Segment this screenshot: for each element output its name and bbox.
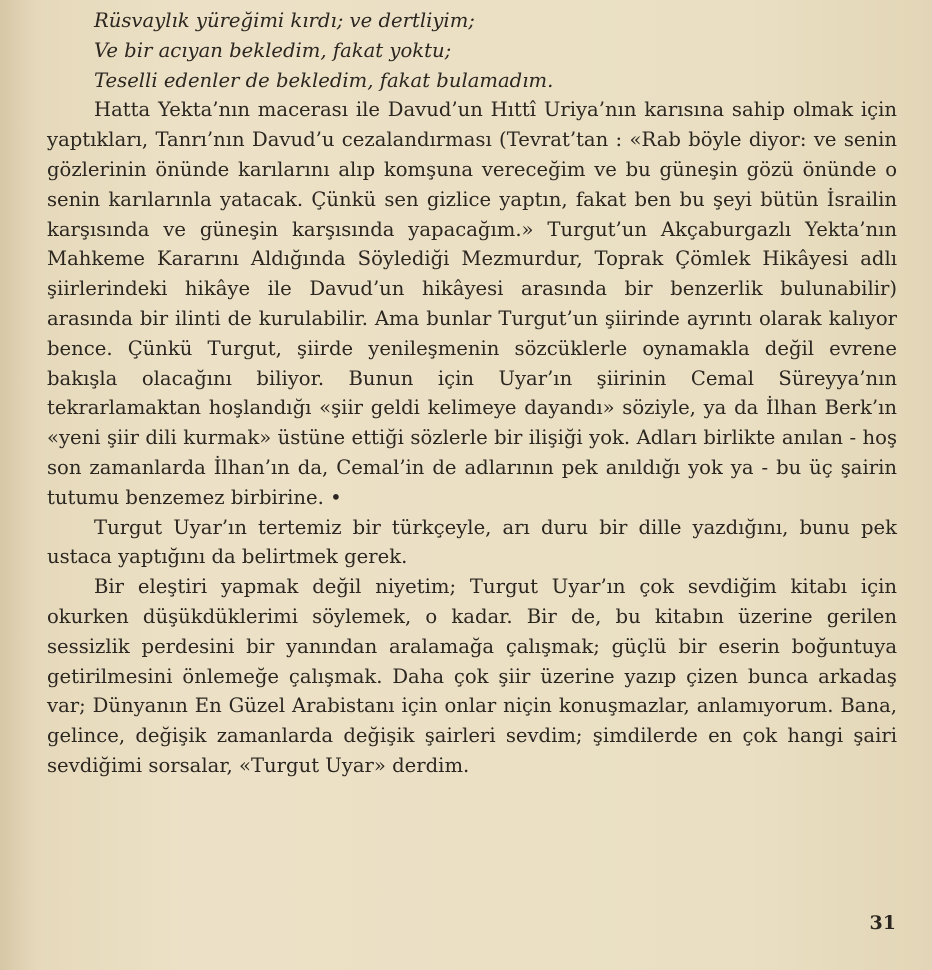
poem-line: Rüsvaylık yüreğimi kırdı; ve dertliyim;	[94, 9, 475, 32]
paragraph: Turgut Uyar’ın tertemiz bir türkçeyle, arı duru bir dille yazdığını, bunu pek ustaca yaptığını da belirtmek gerek.	[47, 515, 897, 569]
paragraph: Bir eleştiri yapmak değil niyetim; Turgut Uyar’ın çok sevdiğim kitabı için okurken düşükdüklerimi söylemek, o kadar. Bir de, bu kitabın üzerine gerilen sessizlik perdesini bir yanından aralamağa çalışmak; güçlü bir eserin boğuntuya getirilmesini önlemeğe çalışmak. Daha çok şiir üzerine yazıp çizen bunca arkadaş var; Dünyanın En Güzel Arabistanı için onlar niçin konuşmazlar, anlamıyorum. Bana, gelince, değişik zamanlarda değişik şairleri sevdim; şimdilerde en çok hangi şairi sevdiğimi sorsalar, «Turgut Uyar» derdim.	[47, 575, 897, 777]
poem-line: Ve bir acıyan bekledim, fakat yoktu;	[94, 38, 452, 62]
paragraph: Hatta Yekta’nın macerası ile Davud’un Hıttî Uriya’nın karısına sahip olmak için yaptıkları, Tanrı’nın Davud’u cezalandırması (Tevrat’tan : «Rab böyle diyor: ve senin gözlerinin önünde karılarını alıp komşuna vereceğim ve bu güneşin gözü önünde o senin karılarınla yatacak. Çünkü sen gizlice yaptın, fakat ben bu şeyi bütün İsrailin karşısında ve güneşin karşısında yapacağım.» Turgut’un Akçaburgazlı Yekta’nın Mahkeme Kararını Aldığında Söylediği Mezmurdur, Toprak Çömlek Hikâyesi adlı şiirlerindeki hikâye ile Davud’un hikâyesi arasında bir benzerlik bulunabilir) arasında bir ilinti de kurulabilir. Ama bunlar Turgut’un şiirinde ayrıntı olarak kalıyor bence. Çünkü Turgut, şiirde yenileşmenin sözcüklerle oynamakla değil evrene bakışla olacağını biliyor. Bunun için Uyar’ın şiirinin Cemal Süreyya’nın tekrarlamaktan hoşlandığı «şiir geldi kelimeye dayandı» söziyle, ya da İlhan Berk’ın «yeni şiir dili kurmak» üstüne ettiği sözlerle bir ilişiği yok. Adları birlikte anılan - hoş son zamanlarda İlhan’ın da, Cemal’in de adlarının pek anıldığı yok ya - bu üç şairin tutumu benzemez birbirine. •	[47, 98, 897, 509]
page-body	[47, 6, 897, 781]
poem-line: Teselli edenler de bekledim, fakat bulamadım.	[94, 68, 554, 92]
page-number: 31	[869, 912, 896, 934]
